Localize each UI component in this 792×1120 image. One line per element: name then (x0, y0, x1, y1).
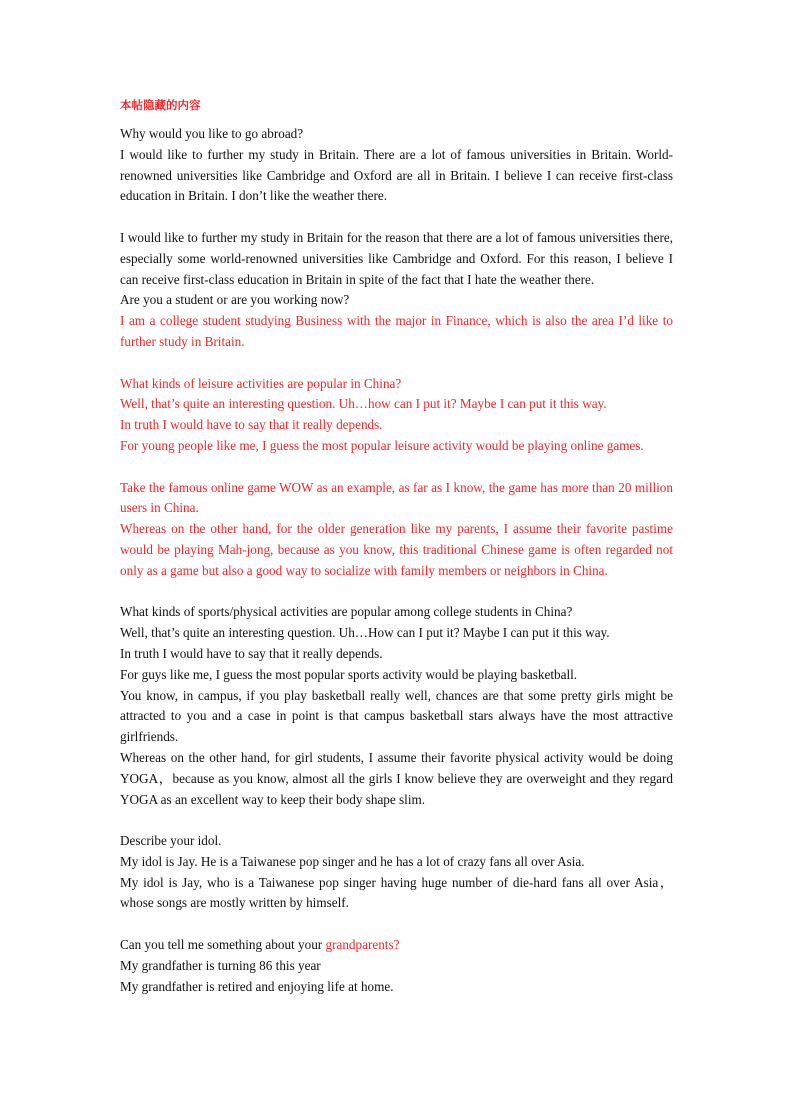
paragraph-gap (120, 914, 673, 935)
question-student-or-working: Are you a student or are you working now? (120, 292, 350, 308)
question-sports-activities: What kinds of sports/physical activities are popular among college students in China? (120, 604, 573, 620)
answer-idol-line: My idol is Jay. He is a Taiwanese pop singer and he has a lot of crazy fans all over Asia. (120, 853, 585, 869)
answer-sports-line: In truth I would have to say that it really depends. (120, 645, 383, 661)
answer-sports-line: Well, that’s quite an interesting question. Uh…How can I put it? Maybe I can put it this way. (120, 625, 610, 641)
answer-go-abroad-improved: I would like to further my study in Britain for the reason that there are a lot of famous universities there, especially some world-renowned universities like Cambridge and Oxford. For this reason, I believe I can receive first-class education in Britain in spite of the fact that I hate the weather there. (120, 229, 673, 287)
paragraph-gap (120, 582, 673, 603)
question-idol: Describe your idol. (120, 833, 222, 849)
question-grandparents-highlight: grandparents? (325, 937, 400, 953)
answer-sports-line: You know, in campus, if you play basketball really well, chances are that some pretty girls might be attracted to you and a case in point is that campus basketball stars always have the most attractive girlfriends. (120, 687, 673, 745)
answer-leisure-line: Take the famous online game WOW as an example, as far as I know, the game has more than 20 million users in China. (120, 479, 673, 516)
question-grandparents-text: Can you tell me something about your (120, 937, 326, 953)
answer-go-abroad: I would like to further my study in Britain. There are a lot of famous universities in Britain. World-renowned universities like Cambridge and Oxford are all in Britain. I believe I can receive first-class education in Britain. I don’t like the weather there. (120, 146, 673, 204)
answer-leisure-line: Well, that’s quite an interesting question. Uh…how can I put it? Maybe I can put it this way. (120, 396, 607, 412)
question-leisure-activities: What kinds of leisure activities are popular in China? (120, 375, 402, 391)
answer-sports-line: For guys like me, I guess the most popular sports activity would be playing basketball. (120, 666, 578, 682)
hidden-content-header: 本帖隐藏的内容 (120, 98, 201, 112)
answer-leisure-line: For young people like me, I guess the most popular leisure activity would be playing online games. (120, 437, 644, 453)
paragraph-gap (120, 207, 673, 228)
paragraph-gap (120, 457, 673, 478)
question-go-abroad: Why would you like to go abroad? (120, 126, 304, 141)
document-page (120, 96, 673, 997)
question-grandparents (120, 935, 673, 956)
answer-grandparents-line: My grandfather is turning 86 this year (120, 957, 321, 973)
answer-student-or-working: I am a college student studying Business with the major in Finance, which is also the area I’d like to further study in Britain. (120, 313, 673, 349)
answer-grandparents-line: My grandfather is retired and enjoying life at home. (120, 978, 394, 994)
paragraph-gap (120, 810, 673, 831)
answer-leisure-line: In truth I would have to say that it really depends. (120, 417, 383, 433)
answer-sports-line: Whereas on the other hand, for girl students, I assume their favorite physical activity would be doing YOGA，because as you know, almost all the girls I know believe they are overweight and they regard YOGA as an excellent way to keep their body shape slim. (120, 749, 673, 807)
paragraph-gap (120, 353, 673, 374)
answer-leisure-line: Whereas on the other hand, for the older generation like my parents, I assume their favorite pastime would be playing Mah-jong, because as you know, this traditional Chinese game is often regarded not only as a game but also a good way to socialize with family members or neighbors in China. (120, 521, 673, 578)
answer-idol-line: My idol is Jay, who is a Taiwanese pop singer having huge number of die-hard fans all over Asia，whose songs are mostly written by himself. (120, 874, 673, 911)
